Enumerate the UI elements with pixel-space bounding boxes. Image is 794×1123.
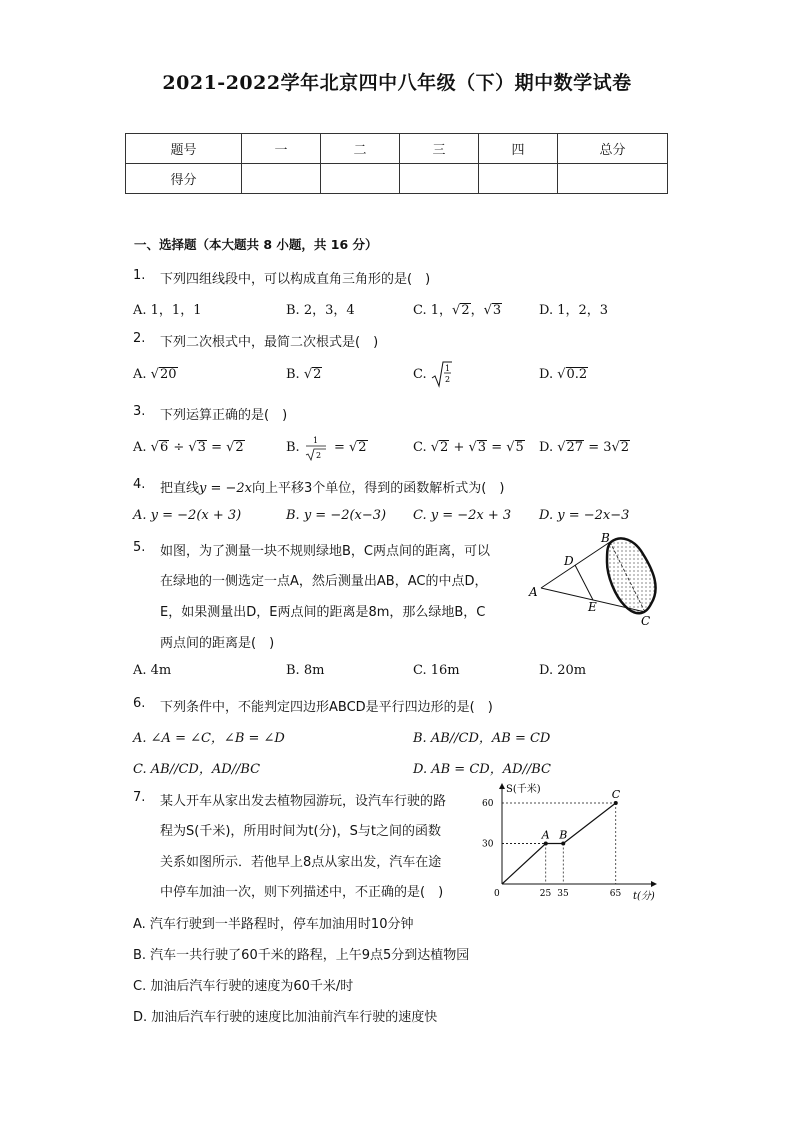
point-label-c: C <box>641 614 651 628</box>
option-b-prefix: B. <box>286 367 304 382</box>
sqrt-fraction-icon <box>431 360 453 388</box>
score-cell[interactable] <box>400 164 479 194</box>
option-c[interactable]: C. 16m <box>413 663 460 678</box>
option-a[interactable]: A. 4m <box>133 663 172 678</box>
option-d[interactable]: D. 1，2，3 <box>539 303 609 318</box>
q7-chart <box>478 778 663 906</box>
question-text: 下列二次根式中，最简二次根式是( ) <box>160 335 379 350</box>
score-header-cell: 二 <box>321 134 400 164</box>
question-text <box>160 477 504 496</box>
option-a[interactable]: A. 1，1，1 <box>133 303 202 318</box>
option-a-prefix: A. <box>133 367 151 382</box>
score-header-cell: 题号 <box>126 134 242 164</box>
q5-figure <box>525 530 665 630</box>
x-axis-label: t(分) <box>633 891 655 902</box>
score-table-header-row <box>126 134 668 164</box>
option-c[interactable]: C. 加油后汽车行驶的速度为60千米/时 <box>133 979 354 994</box>
option-c-prefix: C. <box>413 367 431 382</box>
option-c[interactable]: C. √2 + √3 = √5 <box>413 440 524 455</box>
math-expression: y = −2x <box>199 481 253 496</box>
question-text: 下列四组线段中，可以构成直角三角形的是( ) <box>160 272 431 287</box>
question-text-line: 程为S(千米)，所用时间为t(分)，S与t之间的函数 <box>160 824 441 839</box>
option-d[interactable]: D. √27 = 3√2 <box>539 440 630 455</box>
question-number: 3. <box>133 404 146 419</box>
data-point <box>614 801 618 805</box>
section-title: 一、选择题 <box>134 237 197 252</box>
x-tick-label: 25 <box>539 889 552 899</box>
question-number: 1. <box>133 268 146 283</box>
option-b[interactable]: B. 汽车一共行驶了60千米的路程，上午9点5分到达植物园 <box>133 948 470 963</box>
score-cell[interactable] <box>479 164 558 194</box>
option-b[interactable]: B. y = −2(x−3) <box>286 508 387 523</box>
radicand: 2 <box>313 367 322 382</box>
option-a[interactable]: A. 汽车行驶到一半路程时，停车加油用时10分钟 <box>133 917 414 932</box>
question-text-line: 两点间的距离是( ) <box>160 636 275 651</box>
text-segment: 把直线 <box>160 481 200 496</box>
point-label: B <box>559 828 568 842</box>
fraction-icon <box>304 433 330 463</box>
question-number: 6. <box>133 696 146 711</box>
option-b[interactable]: B. 1 2 = √2 <box>286 433 368 463</box>
data-point <box>561 842 565 846</box>
option-b[interactable]: B. AB//CD，AB = CD <box>413 731 551 746</box>
green-area-shape <box>607 538 656 613</box>
option-d[interactable]: D. y = −2x−3 <box>539 508 630 523</box>
option-c[interactable] <box>413 360 453 388</box>
question-text-line: E，如果测量出D，E两点间的距离是8m，那么绿地B，C <box>160 605 486 620</box>
option-a[interactable]: A. √20 <box>133 367 177 382</box>
point-label-b: B <box>601 531 610 545</box>
point-label-d: D <box>564 554 574 568</box>
question-text-line: 关系如图所示．若他早上8点从家出发，汽车在途 <box>160 855 442 870</box>
option-b[interactable]: B. √2 <box>286 367 322 382</box>
question-text-line: 如图，为了测量一块不规则绿地B，C两点间的距离，可以 <box>160 544 490 559</box>
option-d[interactable]: D. AB = CD，AD//BC <box>413 762 552 777</box>
option-c[interactable]: C. y = −2x + 3 <box>413 508 512 523</box>
option-a[interactable]: A. ∠A = ∠C，∠B = ∠D <box>133 731 285 746</box>
option-c-prefix: C. 1， <box>413 303 453 318</box>
option-c[interactable]: C. 1，√2，√3 <box>413 303 502 318</box>
svg-text:1: 1 <box>444 364 450 373</box>
score-header-cell: 一 <box>242 134 321 164</box>
origin-label: 0 <box>494 889 500 899</box>
svg-text:1: 1 <box>312 436 318 445</box>
question-text-line: 中停车加油一次，则下列描述中，不正确的是( ) <box>160 885 444 900</box>
question-text-line: 某人开车从家出发去植物园游玩，设汽车行驶的路 <box>160 794 447 809</box>
y-tick-label: 30 <box>482 839 494 850</box>
section-note: （本大题共 8 小题，共 16 分） <box>196 237 378 252</box>
x-tick-label: 35 <box>557 889 569 899</box>
score-header-cell: 四 <box>479 134 558 164</box>
option-a[interactable]: A. √6 ÷ √3 = √2 <box>133 440 244 455</box>
point-label-e: E <box>588 600 597 614</box>
radicand: 0.2 <box>566 367 588 382</box>
score-header-cell: 总分 <box>558 134 668 164</box>
data-point <box>544 842 548 846</box>
question-number: 7. <box>133 790 146 805</box>
option-c[interactable]: C. AB//CD，AD//BC <box>133 762 261 777</box>
option-a[interactable]: A. y = −2(x + 3) <box>133 508 242 523</box>
question-text-line: 在绿地的一侧选定一点A，然后测量出AB，AC的中点D， <box>160 574 488 589</box>
section-heading <box>134 235 378 253</box>
score-cell[interactable] <box>558 164 668 194</box>
option-b[interactable]: B. 2，3，4 <box>286 303 355 318</box>
score-cell[interactable] <box>321 164 400 194</box>
score-table <box>125 133 668 194</box>
option-b[interactable]: B. 8m <box>286 663 325 678</box>
question-text: 下列运算正确的是( ) <box>160 408 288 423</box>
score-cell[interactable] <box>242 164 321 194</box>
point-label: C <box>611 788 621 801</box>
score-header-cell: 三 <box>400 134 479 164</box>
y-tick-label: 60 <box>482 799 494 809</box>
svg-text:2: 2 <box>444 375 450 384</box>
option-d[interactable]: D. √0.2 <box>539 367 588 382</box>
svg-text:2: 2 <box>315 451 321 460</box>
question-number: 2. <box>133 331 146 346</box>
x-tick-label: 65 <box>609 889 622 899</box>
question-number: 4. <box>133 477 146 492</box>
score-row-label: 得分 <box>126 164 242 194</box>
y-axis-label: S(千米) <box>506 784 541 795</box>
point-label-a: A <box>529 585 538 599</box>
option-d[interactable]: D. 加油后汽车行驶的速度比加油前汽车行驶的速度快 <box>133 1010 438 1025</box>
text-segment: 向上平移3个单位，得到的函数解析式为( ) <box>252 481 505 496</box>
page-title: 2021-2022学年北京四中八年级（下）期中数学试卷 <box>162 72 632 94</box>
segment-de <box>575 565 593 600</box>
point-label: A <box>541 828 550 842</box>
option-d[interactable]: D. 20m <box>539 663 587 678</box>
radicand: 20 <box>159 367 177 382</box>
score-table-score-row <box>126 164 668 194</box>
question-text: 下列条件中，不能判定四边形ABCD是平行四边形的是( ) <box>160 700 493 715</box>
question-number: 5. <box>133 540 146 555</box>
